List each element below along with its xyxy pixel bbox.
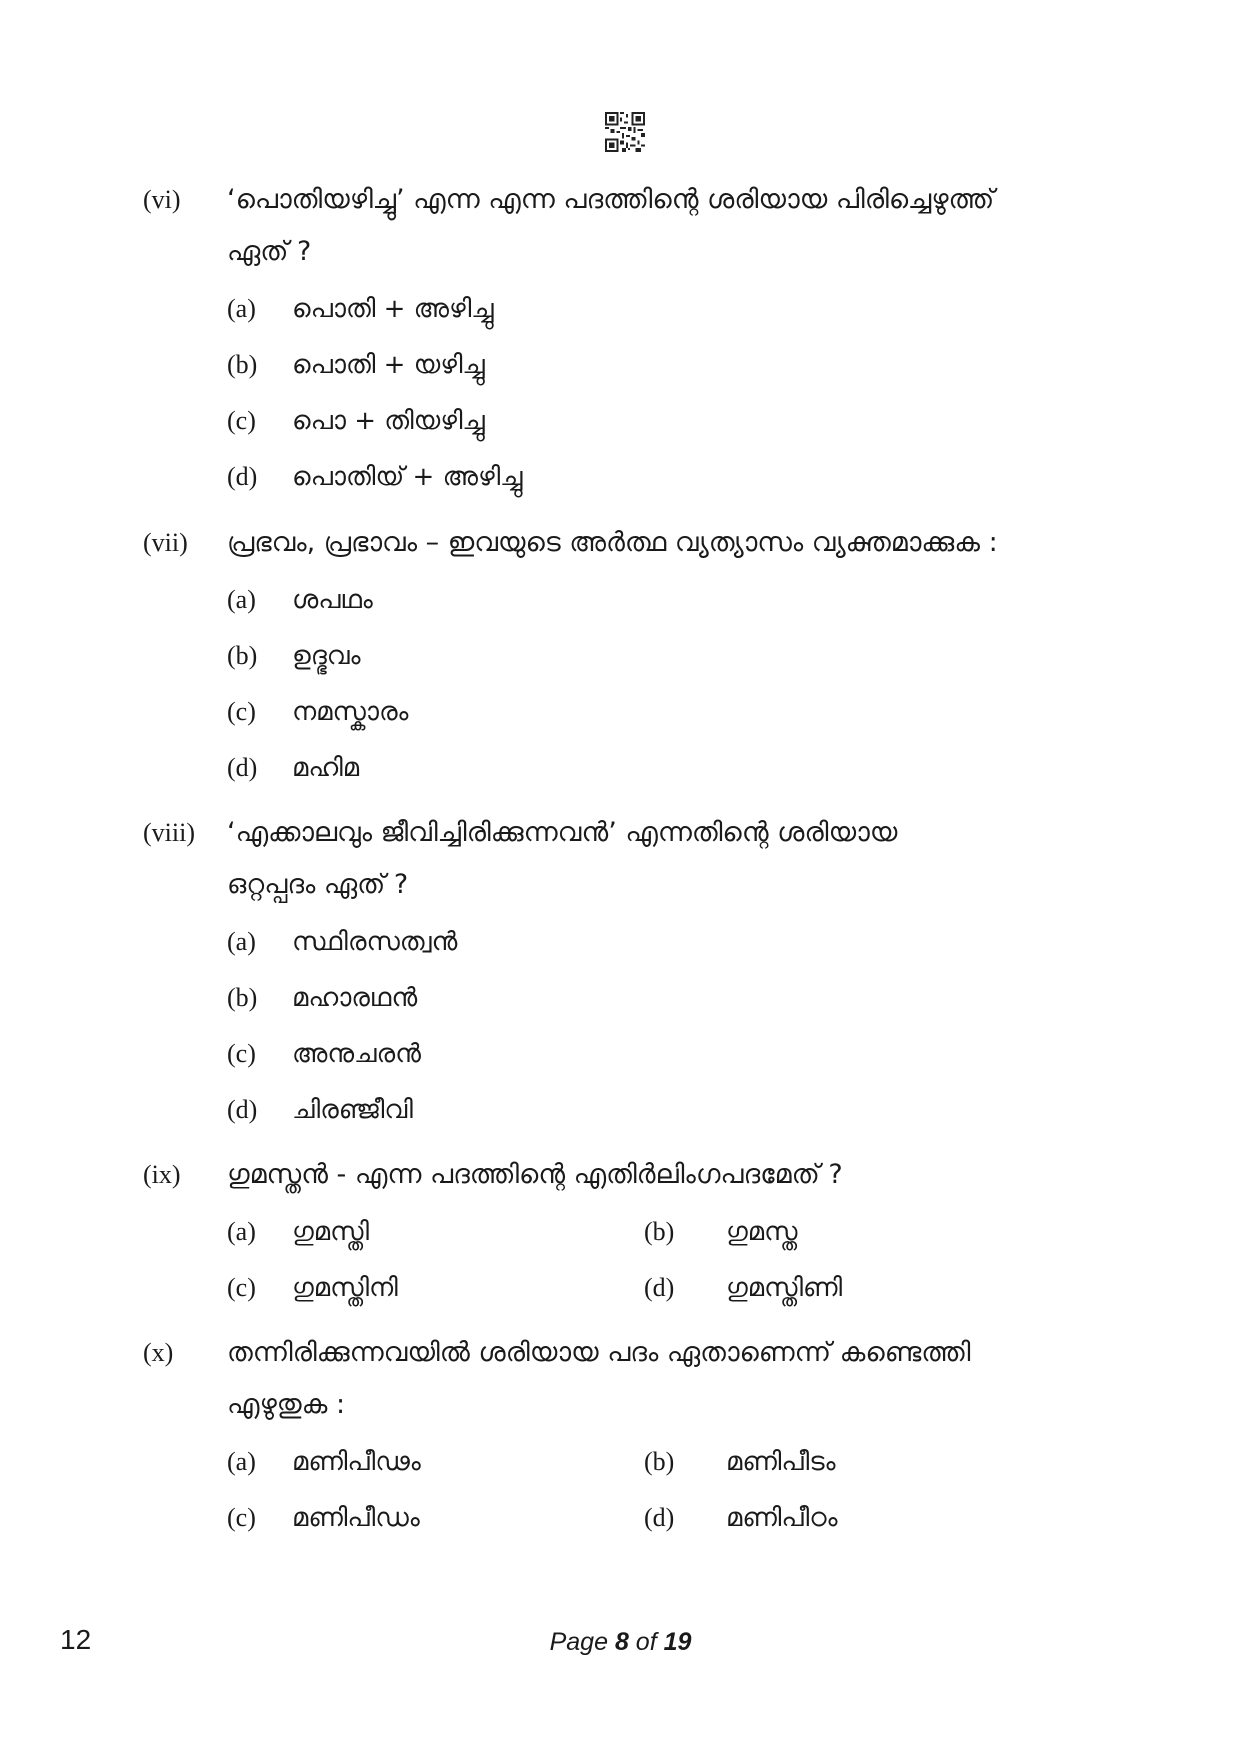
option-label: (d) [644, 1273, 675, 1302]
question-number: (vii) [143, 528, 188, 557]
question-text: ‘എക്കാലവും ജീവിച്ചിരിക്കുന്നവൻ’ എന്നതിന്റെ ശരിയായ [227, 817, 898, 848]
option-text: പൊതിയ് + അഴിച്ചു [292, 462, 523, 492]
option-a [227, 1440, 647, 1484]
option-text: പൊതി + യഴിച്ചു [292, 350, 485, 380]
option-b [644, 1440, 1064, 1484]
option-text: മണിപീടം [726, 1447, 836, 1477]
page-of: of [628, 1628, 664, 1656]
option-text: മണിപീഠം [726, 1503, 838, 1533]
question-text: ഗുമസ്തൻ - എന്ന പദത്തിന്റെ എതിർലിംഗപദമേത് ? [227, 1159, 843, 1190]
option-text: ശപഥം [292, 585, 373, 615]
question-number: (ix) [143, 1160, 181, 1189]
option-text: ഗുമസ്തി [292, 1217, 370, 1247]
option-label: (c) [227, 1039, 256, 1068]
option-label: (b) [644, 1217, 675, 1246]
option-text: പൊ + തിയഴിച്ചു [292, 406, 485, 436]
option-label: (a) [227, 1217, 256, 1246]
option-d [227, 455, 647, 499]
question-number: (viii) [143, 818, 195, 847]
option-text: മഹാരഥൻ [292, 983, 418, 1013]
option-text: അനുചരൻ [292, 1039, 422, 1069]
option-label: (a) [227, 1447, 256, 1476]
option-text: മഹിമ [292, 753, 360, 783]
option-d [227, 746, 647, 790]
option-text: സ്ഥിരസത്വൻ [292, 927, 458, 957]
question-line [0, 230, 1241, 274]
option-text: ഉദ്ഭവം [292, 641, 361, 671]
option-d [227, 1088, 647, 1132]
option-label: (a) [227, 927, 256, 956]
option-d [644, 1496, 1064, 1540]
option-label: (c) [227, 697, 256, 726]
option-d [644, 1266, 1064, 1310]
page-code: 12 [60, 1624, 92, 1655]
option-c [227, 1266, 647, 1310]
option-label: (c) [227, 1273, 256, 1302]
option-text: ഗുമസ്തിണി [726, 1273, 843, 1303]
option-label: (b) [227, 983, 258, 1012]
option-b [644, 1210, 1064, 1254]
option-label: (d) [227, 462, 258, 491]
page-indicator [0, 1622, 1241, 1662]
option-c [227, 1496, 647, 1540]
question-line [0, 178, 1241, 222]
option-label: (d) [227, 1095, 258, 1124]
question-text: ഒറ്റപ്പദം ഏത് ? [227, 869, 409, 900]
option-b [227, 976, 647, 1020]
page-current: 8 [614, 1628, 629, 1656]
question-text: ‘പൊതിയഴിച്ചു’ എന്ന എന്ന പദത്തിന്റെ ശരിയായ പിരിച്ചെഴുത്ത് [227, 184, 995, 215]
option-label: (b) [644, 1447, 675, 1476]
option-text: ചിരഞ്ജീവി [292, 1095, 413, 1125]
option-c [227, 1032, 647, 1076]
question-text: ഏത് ? [227, 236, 312, 267]
option-a [227, 578, 647, 622]
question-text: പ്രഭവം, പ്രഭാവം – ഇവയുടെ അർത്ഥ വ്യത്യാസം വ്യക്തമാക്കുക : [227, 527, 998, 558]
question-text: എഴുതുക : [227, 1389, 346, 1420]
question-line [0, 863, 1241, 907]
option-label: (c) [227, 406, 256, 435]
question-line [0, 521, 1241, 565]
option-text: നമസ്കാരം [292, 697, 409, 727]
option-label: (b) [227, 641, 258, 670]
option-label: (d) [227, 753, 258, 782]
question-text: തന്നിരിക്കുന്നവയിൽ ശരിയായ പദം ഏതാണെന്ന് കണ്ടെത്തി [227, 1337, 971, 1368]
option-text: മണിപീഢം [292, 1447, 421, 1477]
option-label: (a) [227, 585, 256, 614]
option-text: ഗുമസ്ത [726, 1217, 798, 1247]
option-c [227, 690, 647, 734]
question-line [0, 1153, 1241, 1197]
option-text: മണിപീഡം [292, 1503, 420, 1533]
option-b [227, 343, 647, 387]
page-prefix: Page [549, 1628, 615, 1656]
option-c [227, 399, 647, 443]
option-text: ഗുമസ്തിനി [292, 1273, 398, 1303]
option-a [227, 287, 647, 331]
option-label: (a) [227, 294, 256, 323]
question-line [0, 1331, 1241, 1375]
question-line [0, 1383, 1241, 1427]
option-a [227, 920, 647, 964]
option-label: (c) [227, 1503, 256, 1532]
option-label: (d) [644, 1503, 675, 1532]
qr-code-icon [605, 112, 645, 152]
option-b [227, 634, 647, 678]
page-total: 19 [663, 1628, 692, 1656]
option-a [227, 1210, 647, 1254]
question-line [0, 811, 1241, 855]
question-number: (x) [143, 1338, 174, 1367]
question-number: (vi) [143, 185, 181, 214]
option-text: പൊതി + അഴിച്ചു [292, 294, 494, 324]
option-label: (b) [227, 350, 258, 379]
